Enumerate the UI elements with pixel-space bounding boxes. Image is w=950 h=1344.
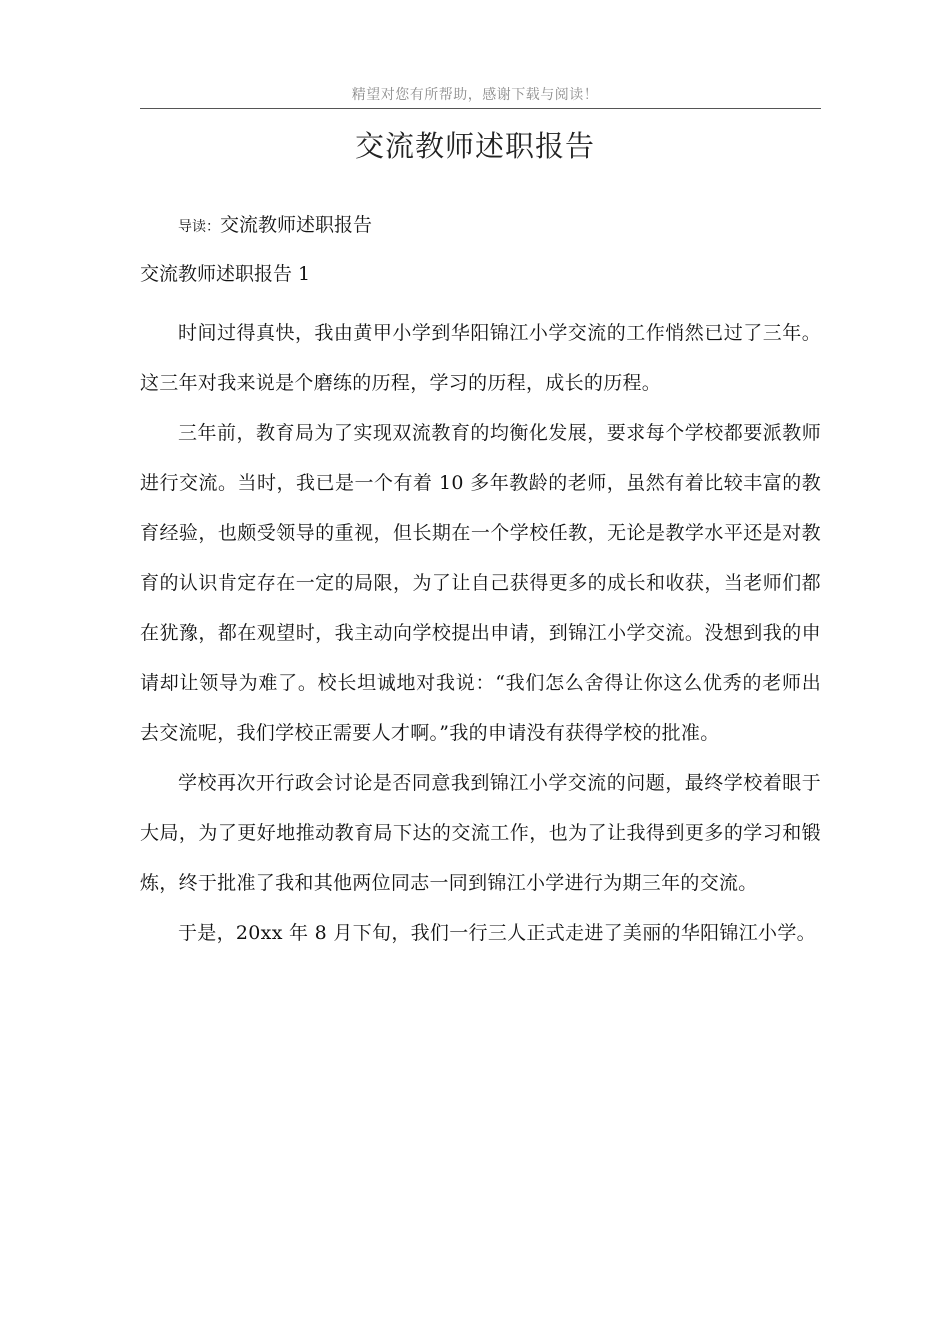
paragraph: 时间过得真快，我由黄甲小学到华阳锦江小学交流的工作悄然已过了三年。这三年对我来说是个磨练的历程，学习的历程，成长的历程。 [140,322,821,394]
paragraph: 于是，20xx 年 8 月下旬，我们一行三人正式走进了美丽的华阳锦江小学。 [178,922,816,944]
lead-line [178,210,372,237]
paragraph: 学校再次开行政会讨论是否同意我到锦江小学交流的问题，最终学校着眼于大局，为了更好地推动教育局下达的交流工作，也为了让我得到更多的学习和锻炼，终于批准了我和其他两位同志一同到锦江小学进行为期三年的交流。 [140,772,821,894]
body-text [140,308,821,958]
section-heading: 交流教师述职报告 1 [140,263,311,285]
header-divider [140,108,821,109]
paragraph: 三年前，教育局为了实现双流教育的均衡化发展，要求每个学校都要派教师进行交流。当时，我已是一个有着 10 多年教龄的老师，虽然有着比较丰富的教育经验，也颇受领导的重视，但长期在一个学校任教，无论是教学水平还是对教育的认识肯定存在一定的局限，为了让自己获得更多的成长和收获，当老师们都在犹豫，都在观望时，我主动向学校提出申请，到锦江小学交流。没想到我的申请却让领导为难了。校长坦诚地对我说：“我们怎么舍得让你这么优秀的老师出去交流呢，我们学校正需要人才啊。”我的申请没有获得学校的批准。 [140,422,821,744]
lead-label: 导读： [178,219,220,235]
header-note: 精望对您有所帮助，感谢下载与阅读！ [351,87,599,103]
document-title: 交流教师述职报告 [354,129,595,163]
lead-text: 交流教师述职报告 [220,214,373,236]
